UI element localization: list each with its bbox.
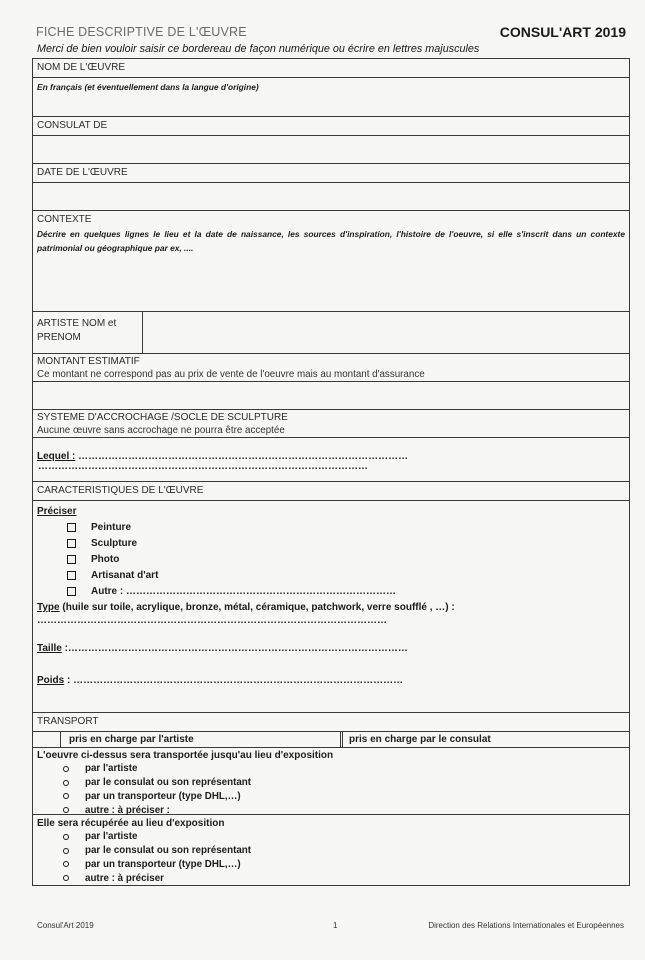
consulat-label: CONSULAT DE bbox=[37, 120, 108, 131]
poids-line bbox=[37, 674, 629, 688]
lequel-field[interactable] bbox=[33, 438, 629, 482]
aller-section bbox=[33, 748, 629, 815]
nom-label-row bbox=[33, 59, 629, 78]
aller-option-artiste[interactable] bbox=[63, 762, 629, 776]
retour-option-transporteur[interactable] bbox=[63, 858, 629, 872]
taille-line bbox=[37, 642, 629, 656]
transport-label: TRANSPORT bbox=[37, 716, 99, 727]
transport-artiste-check[interactable] bbox=[33, 732, 61, 747]
option-photo[interactable] bbox=[67, 551, 629, 567]
date-label-row bbox=[33, 164, 629, 183]
taille-dots: :………………………………………………………………………………………… bbox=[61, 642, 408, 654]
option-label: par le consulat ou son représentant bbox=[85, 777, 252, 789]
artiste-field[interactable] bbox=[143, 312, 629, 353]
option-label: par un transporteur (type DHL,…) bbox=[85, 790, 241, 802]
transport-consulat: pris en charge par le consulat bbox=[349, 734, 491, 745]
taille-label: Taille bbox=[37, 642, 62, 654]
caract-label-row bbox=[33, 482, 629, 501]
transport-label-row bbox=[33, 713, 629, 732]
type-dots: …………………………………………………………………………………………… bbox=[37, 615, 387, 626]
option-artisanat[interactable] bbox=[67, 568, 629, 584]
radio-icon[interactable] bbox=[63, 834, 69, 840]
option-autre[interactable] bbox=[67, 584, 629, 600]
option-label: Peinture bbox=[91, 521, 132, 533]
preciser-label: Préciser bbox=[37, 506, 77, 517]
radio-icon[interactable] bbox=[63, 861, 69, 867]
retour-section bbox=[33, 815, 629, 885]
option-peinture[interactable] bbox=[67, 519, 629, 535]
retour-option-artiste[interactable] bbox=[63, 830, 629, 844]
checkbox-icon[interactable] bbox=[67, 571, 76, 580]
footer-left: Consul'Art 2019 bbox=[37, 921, 94, 930]
option-label: autre : à préciser : bbox=[85, 804, 170, 816]
aller-title: L'oeuvre ci-dessus sera transportée jusqu'au lieu d'exposition bbox=[37, 750, 334, 761]
aller-option-consulat[interactable] bbox=[63, 776, 629, 790]
type-line bbox=[37, 600, 629, 616]
footer-right: Direction des Relations Internationales et Européennes bbox=[428, 921, 624, 930]
radio-icon[interactable] bbox=[63, 793, 69, 799]
retour-option-autre[interactable] bbox=[63, 871, 629, 885]
radio-icon[interactable] bbox=[63, 848, 69, 854]
checkbox-icon[interactable] bbox=[67, 539, 76, 548]
checkbox-icon[interactable] bbox=[67, 587, 76, 596]
transport-split-row bbox=[33, 732, 629, 748]
lequel-dots-2: ……………………………………………………………………………………… bbox=[38, 462, 368, 472]
radio-icon[interactable] bbox=[63, 766, 69, 772]
footer-page-number: 1 bbox=[333, 921, 338, 930]
montant-note: Ce montant ne correspond pas au prix de vente de l'oeuvre mais au montant d'assurance bbox=[37, 369, 425, 380]
option-label: Autre : ……………………………………………………………………… bbox=[91, 586, 396, 598]
retour-options bbox=[37, 830, 629, 885]
type-text: (huile sur toile, acrylique, bronze, métal, céramique, patchwork, verre soufflé , …) : bbox=[59, 601, 455, 613]
lequel-dots: ……………………………………………………………………………………… bbox=[78, 451, 409, 462]
subtitle: Merci de bien vouloir saisir ce bordereau de façon numérique ou écrire en lettres majuscules bbox=[37, 43, 480, 55]
page-title: FICHE DESCRIPTIVE DE L'ŒUVRE bbox=[36, 25, 247, 39]
poids-dots: : ……………………………………………………………………………………… bbox=[64, 674, 404, 686]
option-label: par un transporteur (type DHL,…) bbox=[85, 858, 241, 870]
aller-option-transporteur[interactable] bbox=[63, 790, 629, 804]
option-label: Photo bbox=[91, 553, 120, 565]
checkbox-icon[interactable] bbox=[67, 555, 76, 564]
consulat-label-row bbox=[33, 117, 629, 136]
option-label: Artisanat d'art bbox=[91, 570, 159, 582]
brand-title: CONSUL'ART 2019 bbox=[499, 24, 626, 40]
option-label: par le consulat ou son représentant bbox=[85, 845, 252, 857]
systeme-label-row bbox=[33, 410, 629, 438]
contexte-field[interactable] bbox=[33, 211, 629, 312]
date-label: DATE DE L'ŒUVRE bbox=[37, 167, 128, 178]
option-label: par l'artiste bbox=[85, 763, 138, 775]
type-label: Type bbox=[37, 601, 60, 613]
radio-icon[interactable] bbox=[63, 875, 69, 881]
artiste-label: ARTISTE NOM et PRENOM bbox=[33, 312, 143, 353]
montant-field[interactable] bbox=[33, 382, 629, 410]
radio-icon[interactable] bbox=[63, 807, 69, 813]
artiste-row bbox=[33, 312, 629, 354]
form-table bbox=[32, 58, 630, 886]
lequel-line bbox=[37, 451, 629, 462]
date-field[interactable] bbox=[33, 183, 629, 211]
retour-title: Elle sera récupérée au lieu d'exposition bbox=[37, 818, 225, 829]
poids-label: Poids bbox=[37, 674, 65, 686]
option-sculpture[interactable] bbox=[67, 535, 629, 551]
contexte-label: CONTEXTE bbox=[37, 214, 92, 225]
systeme-note: Aucune œuvre sans accrochage ne pourra être acceptée bbox=[37, 425, 285, 436]
montant-label: MONTANT ESTIMATIF bbox=[37, 356, 140, 367]
transport-artiste: pris en charge par l'artiste bbox=[61, 732, 341, 747]
nom-note: En français (et éventuellement dans la langue d'origine) bbox=[37, 82, 259, 92]
retour-option-consulat[interactable] bbox=[63, 844, 629, 858]
checkbox-icon[interactable] bbox=[67, 523, 76, 532]
option-label: Sculpture bbox=[91, 537, 138, 549]
option-label: par l'artiste bbox=[85, 831, 138, 843]
lequel-label: Lequel : bbox=[37, 451, 76, 462]
nom-label: NOM DE L'ŒUVRE bbox=[37, 62, 126, 73]
type-checklist bbox=[37, 519, 629, 600]
caract-field[interactable] bbox=[33, 501, 629, 713]
aller-options bbox=[37, 762, 629, 817]
radio-icon[interactable] bbox=[63, 780, 69, 786]
option-label: autre : à préciser bbox=[85, 872, 164, 884]
caract-label: CARACTERISTIQUES DE L'ŒUVRE bbox=[37, 485, 204, 496]
contexte-note: Décrire en quelques lignes le lieu et la date de naissance, les sources d'inspiration, l'histoire de l'oeuvre, si elle s'inscrit dans un contexte patrimonial ou géographique par ex, .... bbox=[37, 229, 625, 253]
systeme-label: SYSTEME D'ACCROCHAGE /SOCLE DE SCULPTURE bbox=[37, 412, 288, 423]
nom-field[interactable] bbox=[33, 78, 629, 117]
montant-label-row bbox=[33, 354, 629, 382]
consulat-field[interactable] bbox=[33, 136, 629, 164]
